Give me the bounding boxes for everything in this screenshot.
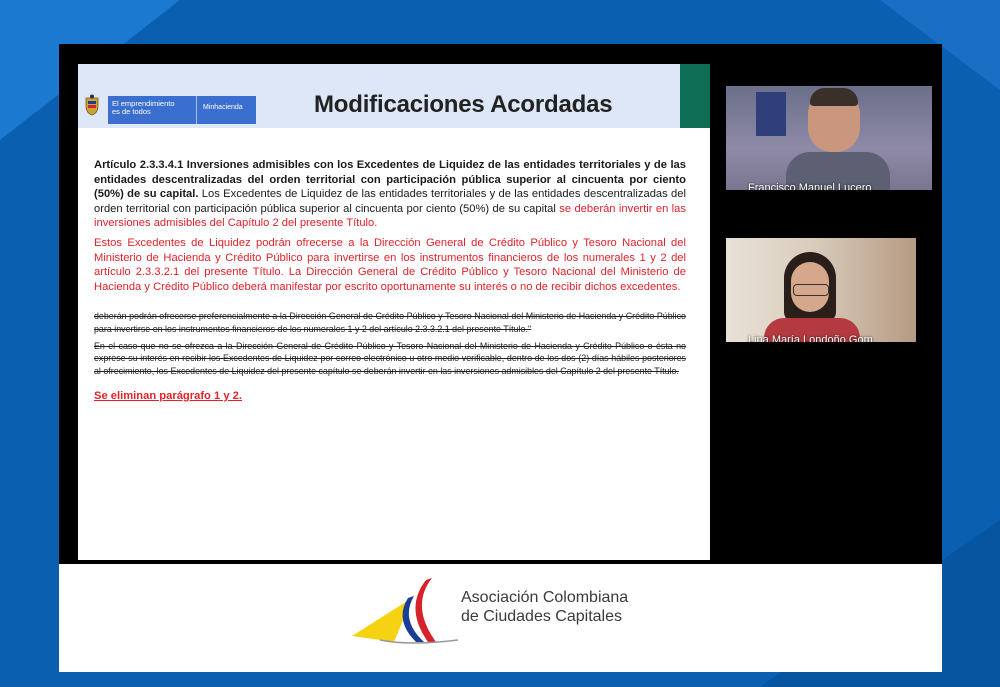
government-motto: El emprendimiento es de todos — [112, 99, 175, 116]
logo-divider — [196, 96, 197, 124]
article-text: Los Excedentes de Liquidez de las entidades territoriales y de las entidades descentralizadas del orden territorial con participación pública superior al cincuenta por ciento (50%) de su capital — [94, 188, 686, 215]
article-paragraph — [94, 158, 686, 231]
coat-of-arms-icon — [84, 94, 100, 116]
organization-name — [461, 588, 628, 626]
organization-name-line-2: de Ciudades Capitales — [461, 608, 622, 625]
slide-body — [94, 158, 686, 403]
government-logo — [108, 96, 256, 124]
participant-name-label: Lina María Londoño Gom — [748, 334, 873, 342]
added-paragraph: Estos Excedentes de Liquidez podrán ofrecerse a la Dirección General de Crédito Público y Tesoro Nacional del Ministerio de Hacienda y Crédito Público para invertirse en los instrumentos financieros de los numerales 1 y 2 del artículo 2.3.3.2.1 del presente Título. La Dirección General de Crédito Público y Tesoro Nacional del Ministerio de Hacienda y Crédito Público deberá manifestar por escrito oportunamente su interés o no de recibir dichos excedentes. — [94, 236, 686, 293]
participant-glasses — [793, 284, 829, 296]
slide-title: Modificaciones Acordadas — [314, 91, 613, 118]
background-poster — [756, 92, 786, 136]
struck-paragraph-1: deberán podrán ofrecerse preferencialmente a la Dirección General de Crédito Público y Tesoro Nacional del Ministerio de Hacienda y Crédito Público para invertirse en los instrumentos financieros de los numerales 1 y 2 del artículo 2.3.3.2.1 del presente Título." — [94, 311, 686, 334]
participant-video-tile-1[interactable] — [726, 86, 932, 190]
participant-hair — [810, 88, 858, 106]
ministry-label: Minhacienda — [203, 104, 243, 111]
article-red-text: se deberán invertir en las inversiones admisibles del Capítulo 2 del presente Título. — [94, 202, 686, 230]
struck-paragraph-2: En el caso que no se ofrezca a la Dirección General de Crédito Público y Tesoro Nacional del Ministerio de Hacienda y Crédito Público o ésta no exprese su interés en recibir los Excedentes de Liquidez por correo electrónico u otro medio verificable, dentro de los dos (2) días hábiles posteriores al ofrecimiento, los Excedentes de Liquidez del presente capítulo se deberán invertir en las inversiones admisibles del Capítulo 2 del presente Título. — [94, 340, 686, 376]
article-heading: Artículo 2.3.3.4.1 Inversiones admisibles con los Excedentes de Liquidez de las entidades territoriales y de las entidades descentralizadas del orden territorial con participación pública superior al cincuenta por ciento (50%) de su capital. — [94, 159, 686, 201]
shared-slide — [78, 64, 710, 560]
slide-header — [78, 64, 710, 128]
participant-video-tile-2[interactable] — [726, 238, 916, 342]
organization-name-line-1: Asociación Colombiana — [461, 589, 629, 606]
struck-text-block — [94, 310, 686, 376]
header-accent-bar — [680, 64, 710, 128]
removed-paragraphs-note: Se eliminan parágrafo 1 y 2. — [94, 389, 242, 402]
organization-logo-icon — [350, 576, 460, 646]
participant-name-label: Francisco Manuel Lucero — [748, 182, 872, 190]
